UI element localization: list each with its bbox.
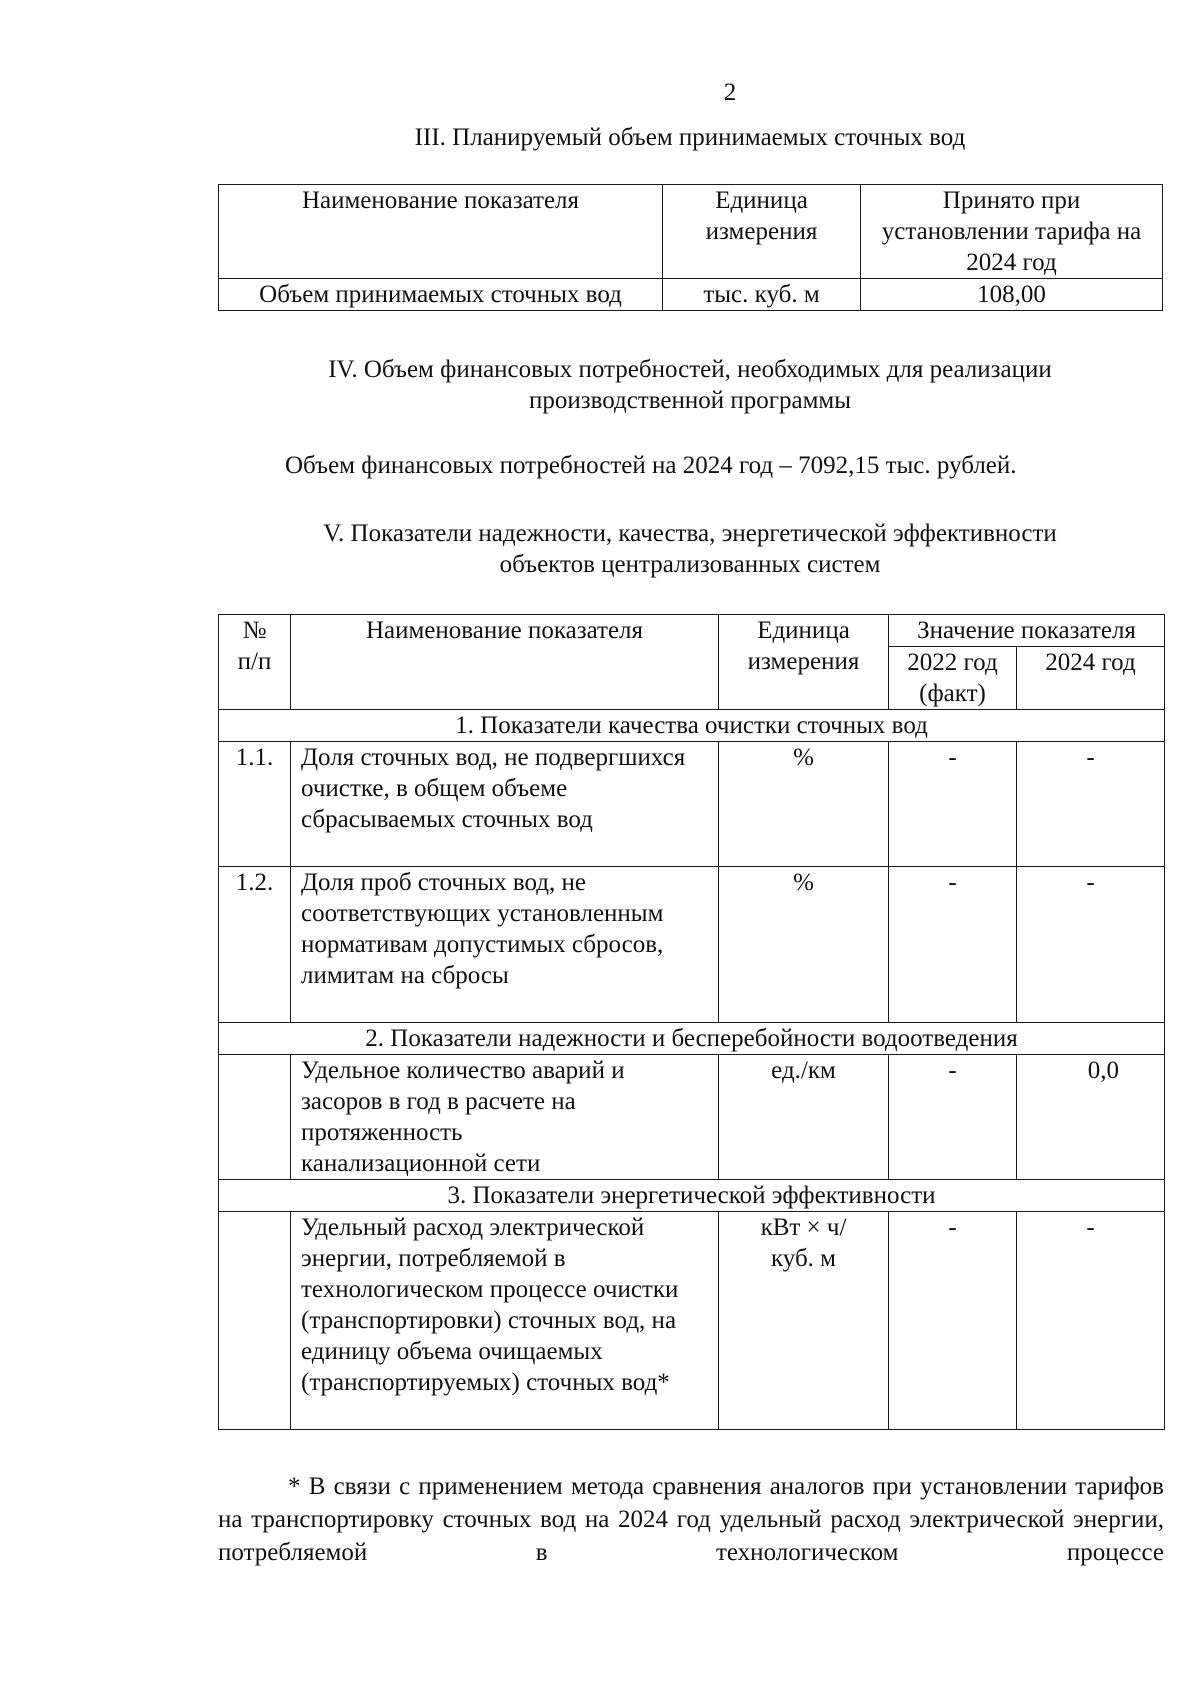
financial-needs-text: Объем финансовых потребностей на 2024 год – 7092,15 тыс. рублей. [285, 452, 1017, 479]
table-header-row [219, 185, 1163, 279]
group-1-title: 1. Показатели качества очистки сточных вод [219, 710, 1165, 742]
group-3-title: 3. Показатели энергетической эффективности [219, 1180, 1165, 1212]
row-unit: % [719, 867, 889, 1023]
row-value-2024: - [1017, 867, 1165, 1023]
row-name: Объем принимаемых сточных вод [219, 279, 663, 311]
header-2022: 2022 год (факт) [889, 647, 1017, 710]
row-number: 1.1. [219, 742, 291, 867]
row-unit: ед./км [719, 1055, 889, 1180]
row-value-2022: - [889, 1055, 1017, 1180]
header-indicator-name: Наименование показателя [219, 185, 663, 279]
header-unit: Единица измерения [719, 615, 889, 710]
group-title-row [219, 710, 1165, 742]
planned-volume-table [218, 184, 1163, 311]
footnote-text: * В связи с применением метода сравнения аналогов при установлении тарифов на транспортировку сточных вод на 2024 год удельный расход электрической энергии, потребляемой в технологическом процессе [218, 1473, 1164, 1566]
group-2-title: 2. Показатели надежности и бесперебойности водоотведения [219, 1023, 1165, 1055]
table-row [219, 1212, 1165, 1430]
header-unit: Единица измерения [663, 185, 861, 279]
row-value-2022: - [889, 1212, 1017, 1430]
footnote [218, 1470, 1164, 1569]
row-number [219, 1055, 291, 1180]
row-number: 1.2. [219, 867, 291, 1023]
row-number [219, 1212, 291, 1430]
table-row [219, 1055, 1165, 1180]
row-unit: тыс. куб. м [663, 279, 861, 311]
table-header-row [219, 615, 1165, 647]
header-2024: 2024 год [1017, 647, 1165, 710]
row-value: 108,00 [861, 279, 1163, 311]
section-5-title: V. Показатели надежности, качества, энергетической эффективности объектов централизованных систем [323, 520, 1057, 578]
group-title-row [219, 1180, 1165, 1212]
table-row [219, 279, 1163, 311]
header-number: № п/п [219, 615, 291, 710]
group-title-row [219, 1023, 1165, 1055]
header-indicator-name: Наименование показателя [291, 615, 719, 710]
row-name: Удельный расход электрической энергии, потребляемой в технологическом процессе очистки (транспортировки) сточных вод, на единицу объема очищаемых (транспортируемых) сточных вод* [291, 1212, 719, 1430]
section-3-title: III. Планируемый объем принимаемых сточных вод [414, 124, 966, 151]
row-value-2022: - [889, 742, 1017, 867]
page-number: 2 [723, 79, 737, 106]
row-value-2024: - [1017, 742, 1165, 867]
indicators-table [218, 614, 1165, 1430]
row-name: Доля проб сточных вод, не соответствующих установленным нормативам допустимых сбросов, лимитам на сбросы [291, 867, 719, 1023]
row-name: Удельное количество аварий и засоров в год в расчете на протяженность канализационной сети [291, 1055, 719, 1180]
section-4-title: IV. Объем финансовых потребностей, необходимых для реализации производственной программы [328, 356, 1052, 414]
table-row [219, 867, 1165, 1023]
header-value-group: Значение показателя [889, 615, 1165, 647]
table-row [219, 742, 1165, 867]
row-value-2024: - [1017, 1212, 1165, 1430]
row-value-2022: - [889, 867, 1017, 1023]
row-unit: кВт × ч/ куб. м [719, 1212, 889, 1430]
header-tariff-2024: Принято при установлении тарифа на 2024 год [861, 185, 1163, 279]
row-value-2024: 0,0 [1017, 1055, 1165, 1180]
row-unit: % [719, 742, 889, 867]
row-name: Доля сточных вод, не подвергшихся очистке, в общем объеме сбрасываемых сточных вод [291, 742, 719, 867]
